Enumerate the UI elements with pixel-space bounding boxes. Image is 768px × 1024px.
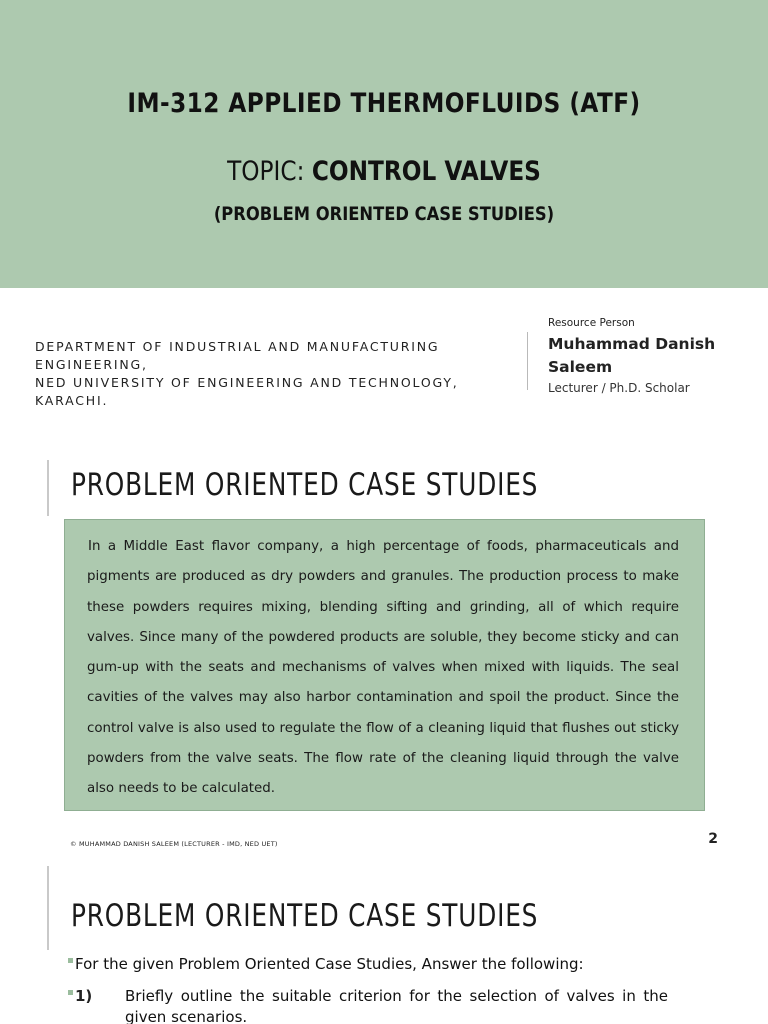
bullet-icon (68, 990, 73, 995)
resource-person-name: Muhammad Danish Saleem (548, 335, 716, 376)
resource-person-role: Lecturer / Ph.D. Scholar (548, 381, 690, 395)
bullet-icon (68, 958, 73, 963)
intro-line (68, 955, 584, 973)
question-text: Briefly outline the suitable criterion for the selection of valves in the given scenarios. (125, 987, 668, 1024)
section-accent-bar (47, 460, 49, 516)
case-study-text: In a Middle East flavor company, a high percentage of foods, pharmaceuticals and pigments are produced as dry powders and granules. The production process to make these powders requires mixing, blending sifting and grinding, all of which require valves. Since many of the powdered products are soluble, they become sticky and can gum-up with the seats and mechanisms of valves when mixed with liquids. The seal cavities of the valves may also harbor contamination and spoil the product. Since the control valve is also used to regulate the flow of a cleaning liquid that flushes out sticky powders from the valve seats. The flow rate of the cleaning liquid through the valve also needs to be calculated. (87, 539, 679, 797)
question-number: 1) (68, 986, 92, 1007)
page-number: 2 (708, 831, 718, 847)
topic-line (54, 156, 714, 187)
title-banner (0, 0, 768, 288)
section-title: PROBLEM ORIENTED CASE STUDIES (71, 898, 539, 934)
section-accent-bar (47, 866, 49, 950)
section-title: PROBLEM ORIENTED CASE STUDIES (71, 467, 539, 503)
intro-text: For the given Problem Oriented Case Studies, Answer the following: (75, 955, 584, 973)
vertical-divider (527, 332, 528, 390)
footer-copyright: © MUHAMMAD DANISH SALEEM (LECTURER - IMD, NED UET) (70, 840, 278, 848)
case-study-box (64, 519, 705, 811)
department-line: DEPARTMENT OF INDUSTRIAL AND MANUFACTURING ENGINEERING, (35, 339, 440, 372)
department-info (35, 338, 515, 410)
topic-prefix: TOPIC: (227, 156, 312, 187)
topic-name: CONTROL VALVES (311, 156, 541, 187)
resource-person-label: Resource Person (548, 317, 635, 329)
university-line: NED UNIVERSITY OF ENGINEERING AND TECHNOLOGY, KARACHI. (35, 375, 459, 408)
slide-subtitle: (PROBLEM ORIENTED CASE STUDIES) (213, 203, 555, 225)
course-title: IM-312 APPLIED THERMOFLUIDS (ATF) (127, 88, 641, 119)
